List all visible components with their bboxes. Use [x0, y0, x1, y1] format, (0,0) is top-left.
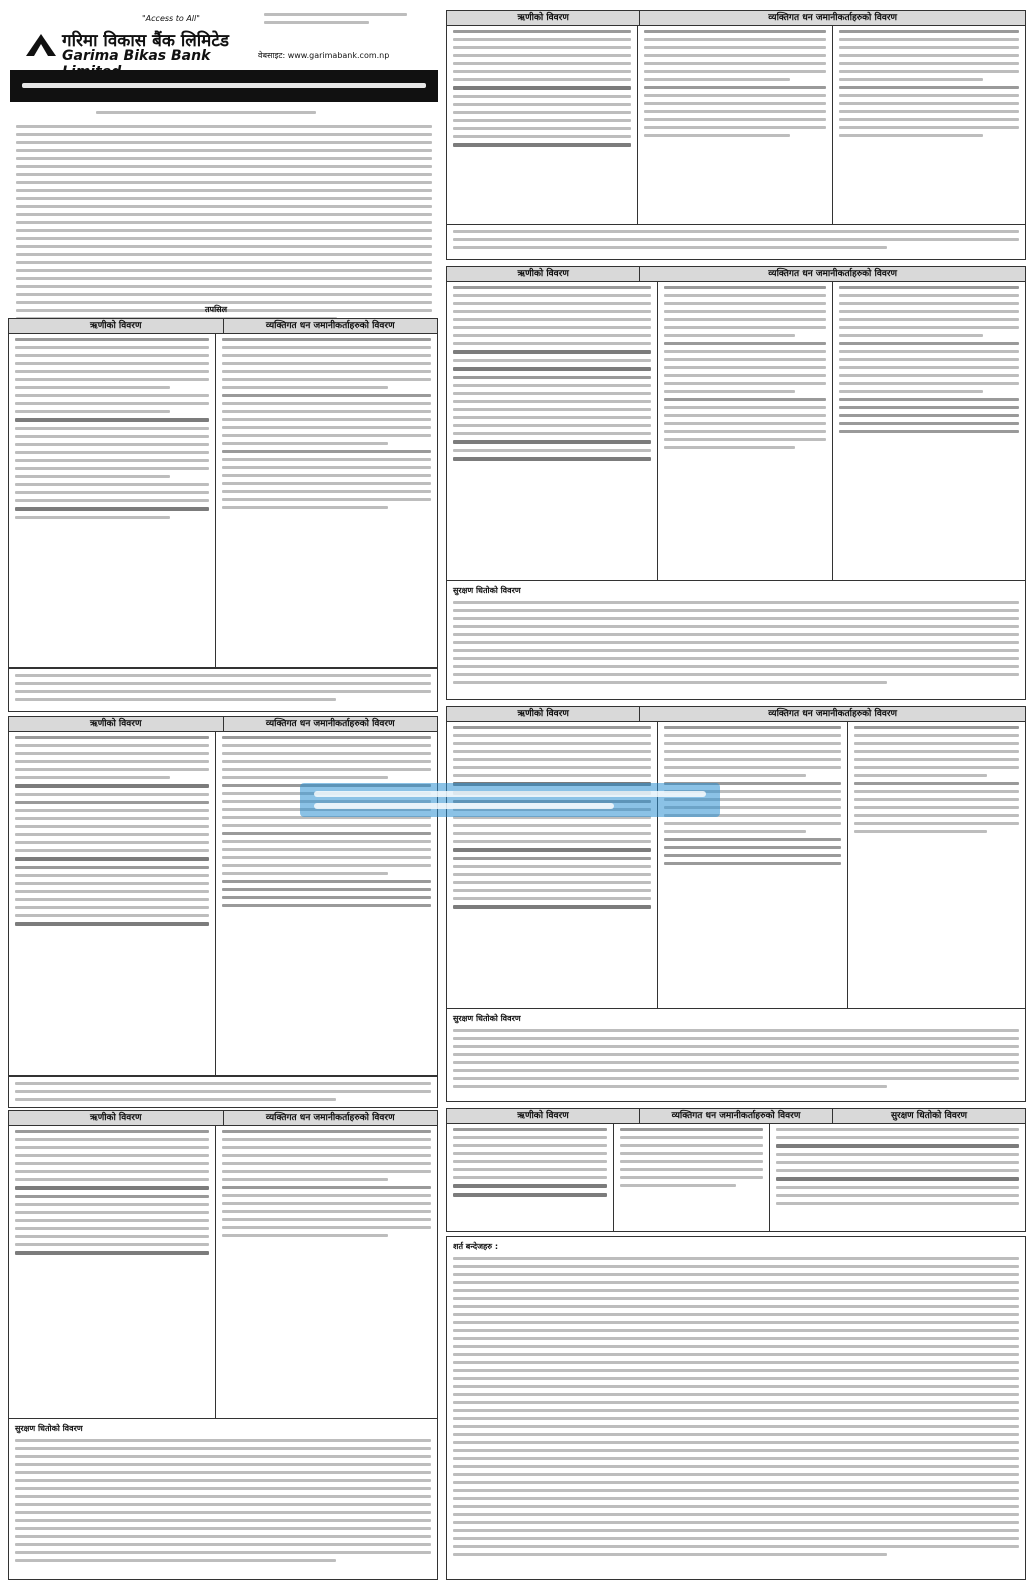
- terms-conditions: [446, 1236, 1026, 1580]
- notice-title-banner: [10, 70, 438, 102]
- debtor-header: ऋणीको विवरण: [9, 717, 224, 731]
- section-tafsil: तपसिल: [205, 305, 228, 314]
- bank-logo-icon: [24, 30, 58, 58]
- collateral-header: सुरक्षण धितोको विवरण: [453, 586, 521, 595]
- debtor-block-4: [446, 10, 1026, 260]
- watermark-logo-icon: [300, 775, 720, 825]
- debtor-header: ऋणीको विवरण: [9, 319, 224, 333]
- debtor-header: ऋणीको विवरण: [447, 11, 640, 25]
- debtor-header: ऋणीको विवरण: [447, 1109, 640, 1123]
- intro-paragraph: [10, 120, 438, 320]
- debtor-block-6: [446, 706, 1026, 1102]
- debtor-header: ऋणीको विवरण: [9, 1111, 224, 1125]
- collateral-note-2: [8, 1076, 438, 1108]
- debtor-header: ऋणीको विवरण: [447, 707, 640, 721]
- guarantor-header: व्यक्तिगत धन जमानीकर्ताहरुको विवरण: [265, 1113, 395, 1123]
- bank-website: वेबसाइट: www.garimabank.com.np: [258, 51, 390, 60]
- debtor-header: ऋणीको विवरण: [447, 267, 640, 281]
- collateral-header: सुरक्षण धितोको विवरण: [453, 1014, 521, 1023]
- debtor-block-2: [8, 716, 438, 1076]
- guarantor-header: व्यक्तिगत धन जमानीकर्ताहरुको विवरण: [265, 321, 395, 331]
- bank-tagline: "Access to All": [142, 14, 200, 23]
- collateral-note-1: [8, 668, 438, 712]
- contact-info: [258, 8, 448, 24]
- debtor-block-1: [8, 318, 438, 668]
- guarantor-header: व्यक्तिगत धन जमानीकर्ताहरुको विवरण: [768, 709, 898, 719]
- guarantor-header: व्यक्तिगत धन जमानीकर्ताहरुको विवरण: [768, 269, 898, 279]
- debtor-block-5: [446, 266, 1026, 700]
- guarantor-header: व्यक्तिगत धन जमानीकर्ताहरुको विवरण: [768, 13, 898, 23]
- debtor-block-7: [446, 1108, 1026, 1232]
- collateral-header: सुरक्षण धितोको विवरण: [15, 1424, 83, 1433]
- collateral-header: सुरक्षण धितोको विवरण: [890, 1111, 968, 1121]
- bank-name-nepali: गरिमा विकास बैंक लिमिटेड: [62, 31, 229, 51]
- bank-name-english: Garima Bikas Bank: [62, 48, 211, 64]
- publication-date: [90, 106, 322, 114]
- guarantor-header: व्यक्तिगत धन जमानीकर्ताहरुको विवरण: [640, 1109, 833, 1123]
- debtor-block-3: [8, 1110, 438, 1580]
- terms-title: शर्त बन्देजहरु :: [453, 1242, 499, 1251]
- guarantor-header: व्यक्तिगत धन जमानीकर्ताहरुको विवरण: [265, 719, 395, 729]
- bank-logo: [12, 8, 262, 66]
